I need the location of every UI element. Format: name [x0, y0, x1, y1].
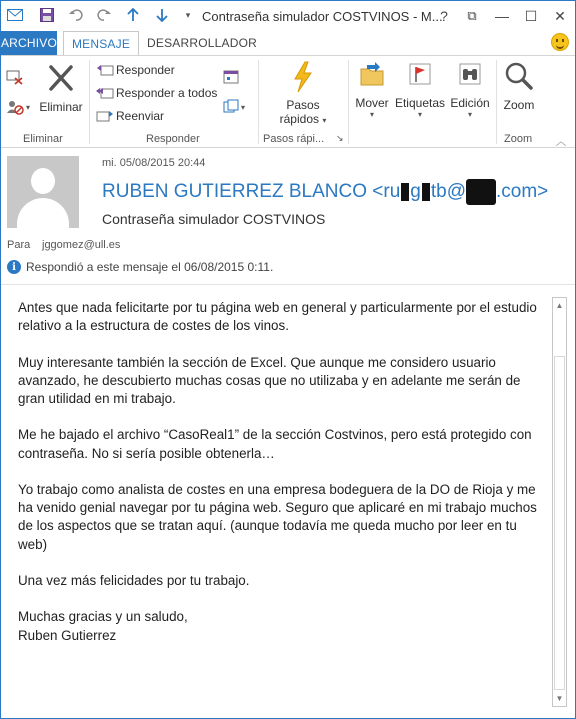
body-paragraph: Me he bajado el archivo “CasoReal1” de la sección Costvinos, pero está protegido con contraseña. No si sería posible obtenerla…: [18, 427, 532, 461]
scroll-thumb[interactable]: [554, 356, 565, 690]
message-date: mi. 05/08/2015 20:44: [102, 157, 206, 169]
editing-dropdown-icon: ▾: [467, 110, 472, 119]
lightning-icon: [290, 61, 316, 93]
redo-icon[interactable]: [95, 6, 113, 24]
reply-button[interactable]: [96, 63, 175, 77]
group-label-zoom: Zoom: [504, 133, 533, 145]
body-paragraph: Yo trabajo como analista de costes en una empresa bodeguera de la DO de Rioja y me ha venido genial navegar por tu página web. Seguro que aplicaré en mi trabajo muchos de los aspectos que se tratan aquí. (aunque todavía me queda mucho por leer en tu web): [18, 481, 537, 552]
separator: [348, 60, 349, 144]
delete-label: Eliminar: [39, 100, 83, 114]
up-arrow-icon[interactable]: [124, 6, 142, 24]
junk-icon[interactable]: ▾: [6, 99, 30, 115]
scroll-down-icon[interactable]: ▼: [555, 694, 564, 703]
forward-label: Reenviar: [116, 109, 165, 123]
meeting-icon[interactable]: [223, 69, 239, 85]
minimize-button[interactable]: —: [495, 8, 509, 24]
delete-icon: [45, 62, 77, 94]
help-button[interactable]: ?: [440, 8, 448, 24]
redaction-mark: [466, 179, 496, 205]
reply-info-text: Respondió a este mensaje el 06/08/2015 0:11.: [26, 260, 274, 274]
dialog-launcher-icon[interactable]: ↘: [336, 133, 344, 143]
smiley-feedback-icon[interactable]: [551, 33, 569, 51]
editing-button[interactable]: [448, 61, 492, 119]
forward-button[interactable]: [96, 109, 164, 123]
quick-steps-label-2: rápidos ▾: [279, 112, 327, 126]
avatar: [7, 156, 79, 228]
sender-email: <ru g tb@ .com>: [372, 181, 548, 202]
body-paragraph: Una vez más felicidades por tu trabajo.: [18, 572, 250, 588]
maximize-button[interactable]: ☐: [524, 7, 538, 24]
zoom-label: Zoom: [503, 98, 535, 112]
message-body: [18, 299, 546, 663]
title-bar: [1, 1, 575, 31]
zoom-button[interactable]: [499, 61, 539, 112]
group-label-eliminar: Eliminar: [23, 133, 63, 145]
move-dropdown-icon: ▾: [369, 110, 374, 119]
group-label-responder: Responder: [146, 133, 200, 145]
ribbon-tabs: [1, 31, 575, 55]
reply-all-icon: [96, 86, 114, 100]
more-respond-icon[interactable]: ▾: [223, 99, 245, 115]
separator: [89, 60, 90, 144]
to-label: Para: [7, 239, 31, 251]
body-paragraph: Muy interesante también la sección de Excel. Que aunque me considero usuario avanzado, he descubierto muchas cosas que no utilizaba y en adelante me serán de gran utilidad en mi trabajo.: [18, 354, 521, 406]
vertical-scrollbar[interactable]: [552, 297, 567, 707]
redaction-mark: [422, 183, 430, 201]
move-folder-icon: [359, 61, 385, 89]
ribbon-display-button[interactable]: ⧉: [467, 8, 477, 23]
save-icon[interactable]: [38, 6, 56, 24]
move-button[interactable]: [351, 61, 393, 119]
delete-button[interactable]: [39, 62, 83, 114]
reply-all-label: Responder a todos: [116, 86, 218, 100]
editing-label: Edición: [450, 96, 490, 110]
window-title: Contraseña simulador COSTVINOS - M...: [202, 9, 443, 24]
move-label: Mover: [355, 96, 389, 110]
tab-desarrollador[interactable]: DESARROLLADOR: [147, 36, 257, 50]
quick-steps-button[interactable]: [275, 61, 331, 126]
ignore-icon[interactable]: [6, 69, 24, 85]
reply-all-button[interactable]: [96, 86, 217, 100]
group-label-pasos: Pasos rápi...: [263, 133, 325, 145]
separator: [258, 60, 259, 144]
divider: [1, 284, 575, 285]
tab-archivo[interactable]: ARCHIVO: [1, 31, 57, 55]
undo-icon[interactable]: [67, 6, 85, 24]
down-arrow-icon[interactable]: [153, 6, 171, 24]
reply-label: Responder: [116, 63, 175, 77]
message-subject: Contraseña simulador COSTVINOS: [102, 211, 326, 227]
tags-button[interactable]: [394, 61, 446, 119]
quick-steps-label-1: Pasos: [286, 98, 320, 112]
envelope-icon[interactable]: [6, 6, 24, 24]
collapse-ribbon-icon[interactable]: ︿: [556, 137, 566, 148]
body-paragraph: Muchas gracias y un saludo, Ruben Gutierrez: [18, 609, 188, 643]
forward-icon: [96, 109, 114, 123]
separator: [496, 60, 497, 144]
flag-icon: [407, 61, 433, 89]
info-icon: i: [7, 260, 21, 274]
tab-mensaje[interactable]: MENSAJE: [63, 31, 139, 56]
scroll-up-icon[interactable]: ▲: [555, 301, 564, 310]
redaction-mark: [401, 183, 409, 201]
tags-label: Etiquetas: [394, 96, 446, 110]
to-recipient[interactable]: jggomez@ull.es: [42, 239, 121, 251]
body-paragraph: Antes que nada felicitarte por tu página web en general y particularmente por el estudio relativo a la estructura de costes de los vinos.: [18, 300, 537, 334]
sender[interactable]: [102, 179, 548, 205]
binoculars-icon: [457, 61, 483, 89]
magnifier-icon: [504, 61, 534, 91]
ribbon: [1, 55, 575, 148]
close-button[interactable]: ✕: [554, 7, 566, 24]
tags-dropdown-icon: ▾: [417, 110, 422, 119]
sender-name: RUBEN GUTIERREZ BLANCO: [102, 181, 367, 203]
reply-icon: [96, 63, 114, 77]
customize-icon[interactable]: ▾: [185, 9, 191, 20]
reply-info-bar[interactable]: [7, 260, 273, 274]
